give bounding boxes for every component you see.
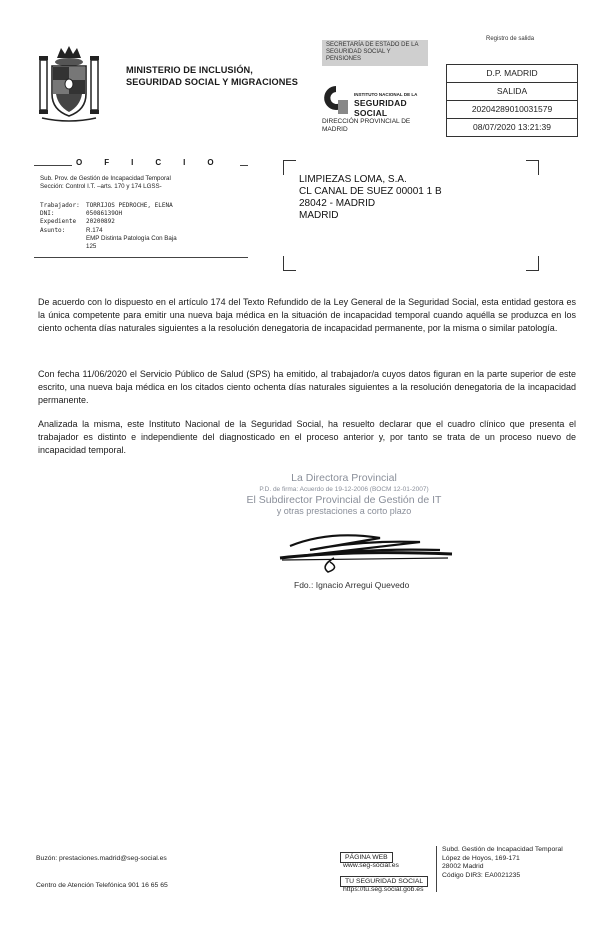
signature-line2: P.D. de firma: Acuerdo de 19-12-2006 (BOCM 12-01-2007): [259, 486, 429, 493]
address-corner-br: [526, 256, 539, 271]
signature-stamp: [244, 473, 444, 517]
signature-scribble: [270, 528, 460, 578]
registro-datetime: 08/07/2020 13:21:39: [473, 122, 551, 132]
registro-box: [446, 64, 578, 137]
detail-row-asunto: Asunto: R.174: [40, 226, 103, 234]
signatory-name: Fdo.: Ignacio Arregui Quevedo: [294, 580, 410, 590]
pagina-web-label: PÁGINA WEB: [340, 852, 393, 863]
footer-divider: [436, 846, 437, 892]
inss-small-text: INSTITUTO NACIONAL DE LA: [354, 92, 418, 97]
inss-logo-icon: [322, 84, 350, 116]
asunto-line2: EMP Distinta Patología Con Baja: [86, 234, 177, 242]
oficio-bottom-rule: [34, 257, 248, 258]
detail-row-dni: DNI: 05086139OH: [40, 210, 123, 218]
detail-row-trabajador: Trabajador: TORRIJOS PEDROCHE, ELENA: [40, 202, 173, 209]
registro-number: 20204289010031579: [447, 101, 577, 119]
footer-subdireccion: Subd. Gestión de Incapacidad Temporal López de Hoyos, 169-171 28002 Madrid Código DIR3: EA0021235: [442, 846, 563, 879]
registro-office: D.P. MADRID: [447, 65, 577, 83]
coat-of-arms-icon: [38, 44, 100, 124]
registro-type: SALIDA: [447, 83, 577, 101]
address-corner-bl: [283, 256, 296, 271]
asunto-line3: 125: [86, 243, 97, 251]
signature-line4: y otras prestaciones a corto plazo: [276, 506, 412, 516]
registro-label: Registro de salida: [486, 36, 535, 42]
pagina-web-link[interactable]: www.seg-social.es: [343, 862, 399, 869]
signature-line3: El Subdirector Provincial de Gestión de IT: [246, 494, 442, 506]
body-paragraph-1: De acuerdo con lo dispuesto en el artículo 174 del Texto Refundido de la Ley General de la Seguridad Social, esta entidad gestora es la única competente para emitir una nueva baja médica en la situación de incapacidad temporal cuando aquélla se produzca en los ciento ochenta días naturales siguientes a la resolución denegatoria de incapacidad permanente, por la misma o similar patología.: [38, 297, 576, 333]
ministry-name: MINISTERIO DE INCLUSIÓN, SEGURIDAD SOCIAL Y MIGRACIONES: [126, 65, 298, 87]
detail-row-expediente: Expediente 20200892: [40, 218, 115, 226]
body-paragraph-2: Con fecha 11/06/2020 el Servicio Público de Salud (SPS) ha emitido, al trabajador/a cuyos datos figuran en la parte superior de este escrito, una nueva baja médica en los citados ciento ochenta días naturales siguientes a la resolución denegatoria de la incapacidad permanente.: [38, 369, 576, 405]
body-paragraph-3: Analizada la misma, este Instituto Nacional de la Seguridad Social, ha resuelto declarar que el cuadro clínico que presenta el trabajador es distinto e independiente del diagnosticado en el proceso anterior y, por tanto se trata de un proceso nuevo de incapacidad temporal.: [38, 419, 576, 455]
recipient-address: LIMPIEZAS LOMA, S.A. CL CANAL DE SUEZ 00001 1 B 28042 - MADRID MADRID: [299, 174, 442, 221]
oficio-details: [40, 202, 236, 251]
footer-phone: Centro de Atención Telefónica 901 16 65 65: [36, 882, 168, 889]
footer-buzon: Buzón: prestaciones.madrid@seg-social.es: [36, 855, 167, 862]
inss-big-text: SEGURIDAD SOCIAL: [354, 98, 407, 118]
address-corner-tl: [283, 160, 296, 175]
tu-seguridad-social-label: TU SEGURIDAD SOCIAL: [340, 876, 428, 887]
oficio-title: OFICIO: [72, 158, 240, 167]
direccion-provincial: DIRECCIÓN PROVINCIAL DE MADRID: [322, 118, 411, 133]
address-corner-tr: [526, 160, 539, 175]
signature-line1: La Directora Provincial: [291, 472, 397, 484]
oficio-section: Sub. Prov. de Gestión de Incapacidad Temporal Sección: Control I.T. –arts. 170 y 174 LGSS-: [40, 175, 171, 190]
tu-seguridad-social-link[interactable]: https://tu.seg.social.gob.es: [343, 886, 424, 893]
secretaria-label: SECRETARÍA DE ESTADO DE LA SEGURIDAD SOCIAL Y PENSIONES: [322, 40, 428, 66]
inss-logo: [322, 84, 432, 118]
